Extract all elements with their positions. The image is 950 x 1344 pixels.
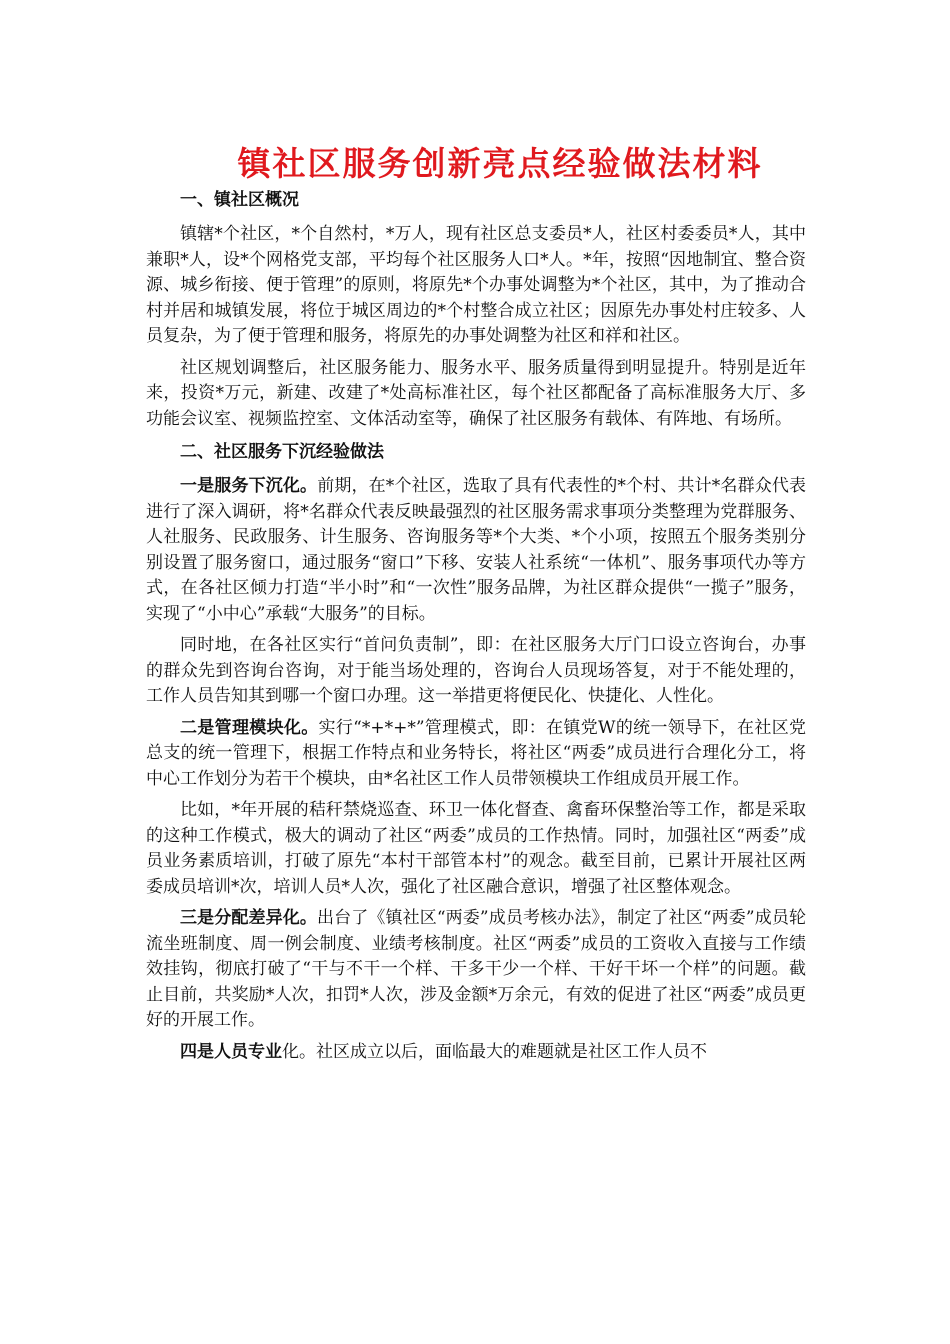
text-management-modules: 实行“*+*+*”管理模式，即：在镇党W的统一领导下，在社区党总支的统一管理下，根据工作特点和业务特长，将社区“两委”成员进行合理化分工，将中心工作划分为若干个模块，由*名社区工作人员带领模块工作组成员开展工作。	[146, 717, 807, 789]
document-title: 镇社区服务创新亮点经验做法材料	[237, 144, 763, 183]
paragraph-professional-staff	[146, 1040, 806, 1066]
paragraph-example-work: 比如，*年开展的秸秆禁烧巡查、环卫一体化督查、禽畜环保整治等工作，都是采取的这种工作模式，极大的调动了社区“两委”成员的工作热情。同时，加强社区“两委”成员业务素质培训，打破了原先“本村干部管本村”的观念。截至目前，已累计开展社区两委成员培训*次，培训人员*人次，强化了社区融合意识，增强了社区整体观念。	[146, 800, 806, 897]
paragraph-differentiated-distribution	[146, 906, 806, 1034]
text-professional-staff: 化。社区成立以后，面临最大的难题就是社区工作人员不	[282, 1041, 707, 1062]
paragraph-overview-2: 社区规划调整后，社区服务能力、服务水平、服务质量得到明显提升。特别是近年来，投资*万元，新建、改建了*处高标准社区，每个社区都配备了高标准服务大厅、多功能会议室、视频监控室、文体活动室等，确保了社区服务有载体、有阵地、有场所。	[146, 357, 806, 429]
paragraph-overview-1: 镇辖*个社区，*个自然村，*万人，现有社区总支委员*人，社区村委委员*人，其中兼职*人，设*个网格党支部，平均每个社区服务人口*人。*年，按照“因地制宜、整合资源、城乡衔接、便于管理”的原则，将原先*个办事处调整为*个社区，其中，为了推动合村并居和城镇发展，将位于城区周边的*个村整合成立社区；因原先办事处村庄较多、人员复杂，为了便于管理和服务，将原先的办事处调整为社区和祥和社区。	[146, 224, 806, 346]
text-service-sinking: 前期，在*个社区，选取了具有代表性的*个村、共计*名群众代表进行了深入调研，将*名群众代表反映最强烈的社区服务需求事项分类整理为党群服务、人社服务、民政服务、计生服务、咨询服务等*个大类、*个小项，按照五个服务类别分别设置了服务窗口，通过服务“窗口”下移、安装人社系统“一体机”、服务事项代办等方式，在各社区倾力打造“半小时”和“一次性”服务品牌，为社区群众提供“一揽子”服务，实现了“小中心”承载“大服务”的目标。	[146, 476, 807, 624]
paragraph-first-inquiry: 同时地，在各社区实行“首问负责制”，即：在社区服务大厅门口设立咨询台，办事的群众先到咨询台咨询，对于能当场处理的，咨询台人员现场答复，对于不能处理的，工作人员告知其到哪一个窗口办理。这一举措更将便民化、快捷化、人性化。	[146, 635, 806, 706]
lead-professional-staff: 四是人员专业	[180, 1041, 282, 1062]
lead-service-sinking: 一是服务下沉化。	[180, 476, 318, 496]
lead-differentiated-distribution: 三是分配差异化。	[180, 908, 317, 928]
lead-management-modules: 二是管理模块化。	[180, 717, 319, 738]
section-heading-overview: 一、镇社区概况	[180, 190, 299, 210]
document-body	[146, 186, 806, 1071]
section-heading-experience: 二、社区服务下沉经验做法	[180, 442, 384, 462]
text-differentiated-distribution: 出台了《镇社区“两委”成员考核办法》，制定了社区“两委”成员轮流坐班制度、周一例会制度、业绩考核制度。社区“两委”成员的工资收入直接与工作绩效挂钩，彻底打破了“干与不干一个样、干多干少一个样、干好干坏一个样”的问题。截止目前，共奖励*人次，扣罚*人次，涉及金额*万余元，有效的促进了社区“两委”成员更好的开展工作。	[146, 908, 807, 1030]
paragraph-service-sinking	[146, 474, 806, 627]
paragraph-management-modules	[146, 716, 806, 793]
